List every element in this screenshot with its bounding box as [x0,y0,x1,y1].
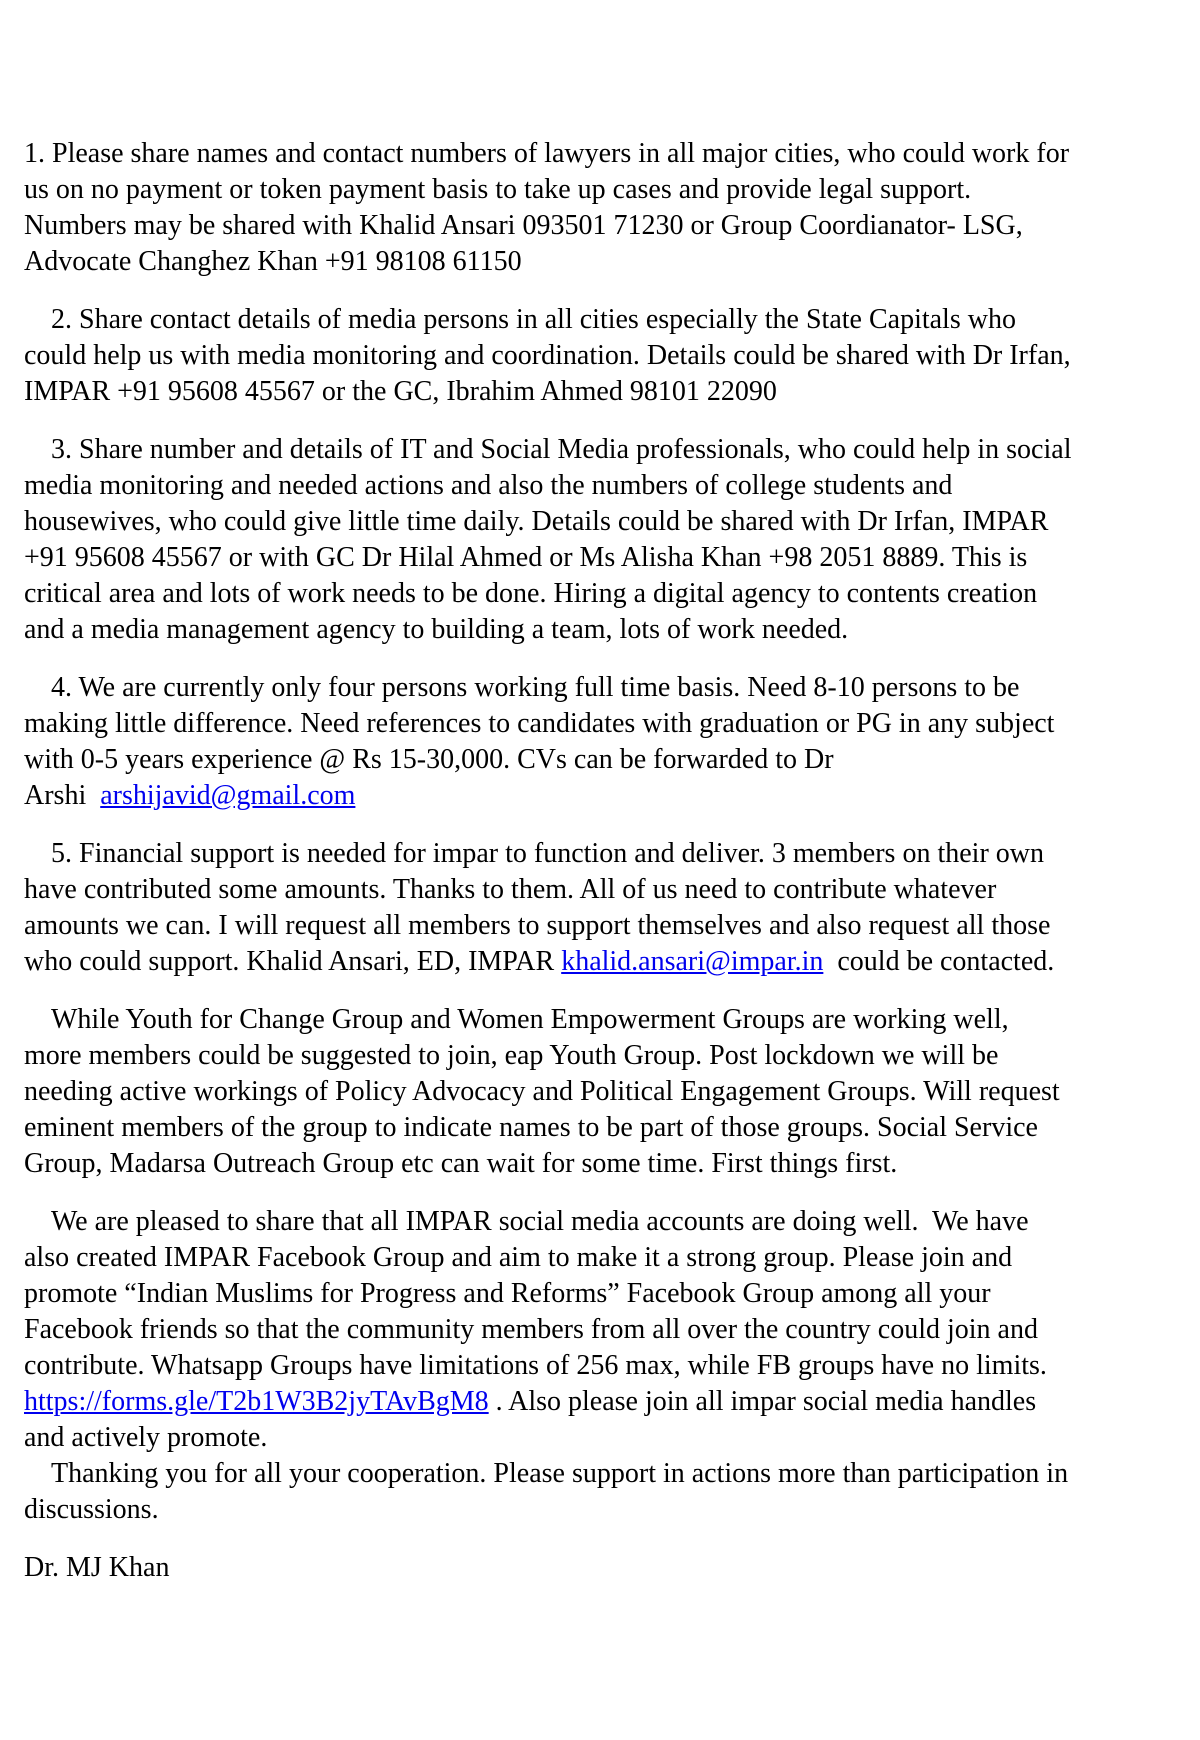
text-line [24,778,1186,814]
text-line [24,944,1186,980]
item-5-financial-support [24,836,1186,980]
text-line [24,1110,1186,1146]
text-segment: Advocate Changhez Khan +91 98108 61150 [24,246,522,277]
text-segment: IMPAR +91 95608 45567 or the GC, Ibrahim Ahmed 98101 22090 [24,376,777,407]
text-segment: Group, Madarsa Outreach Group etc can wait for some time. First things first. [24,1148,898,1179]
text-segment: Facebook friends so that the community members from all over the country could join and [24,1314,1038,1345]
text-segment: We are pleased to share that all IMPAR social media accounts are doing well. We have [51,1206,1029,1237]
para-groups [24,1002,1186,1182]
para-social-media-accounts [24,1204,1186,1456]
para-thanking [24,1456,1186,1528]
text-segment: could be contacted. [823,946,1055,977]
text-line [24,1420,1186,1456]
text-segment: and actively promote. [24,1422,268,1453]
text-line [24,338,1186,374]
text-line [24,374,1186,410]
text-segment: have contributed some amounts. Thanks to them. All of us need to contribute whatever [24,874,997,905]
text-segment: Thanking you for all your cooperation. Please support in actions more than participation in [51,1458,1069,1489]
text-segment: media monitoring and needed actions and also the numbers of college students and [24,470,953,501]
gmail-email-link[interactable]: arshijavid@gmail.com [100,780,356,811]
text-line [24,1146,1186,1182]
text-line [24,836,1186,872]
item-2-media-persons [24,302,1186,410]
item-1-lawyers [24,136,1186,280]
text-segment: Arshi [24,780,101,811]
text-segment: also created IMPAR Facebook Group and aim to make it a strong group. Please join and [24,1242,1013,1273]
text-segment: While Youth for Change Group and Women Empowerment Groups are working well, [51,1004,1009,1035]
text-line [24,172,1186,208]
text-line [24,432,1186,468]
text-segment: eminent members of the group to indicate names to be part of those groups. Social Service [24,1112,1038,1143]
text-segment: more members could be suggested to join, eap Youth Group. Post lockdown we will be [24,1040,999,1071]
text-line [24,1348,1186,1384]
text-line [24,1074,1186,1110]
text-line [24,244,1186,280]
text-line [24,1276,1186,1312]
text-line [24,670,1186,706]
text-line [24,742,1186,778]
text-segment: 4. We are currently only four persons working full time basis. Need 8-10 persons to be [51,672,1020,703]
text-segment: us on no payment or token payment basis to take up cases and provide legal support. [24,174,972,205]
item-4-hiring [24,670,1186,814]
text-segment: housewives, who could give little time daily. Details could be shared with Dr Irfan, IMPAR [24,506,1049,537]
text-segment: 3. Share number and details of IT and Social Media professionals, who could help in social [51,434,1072,465]
signature: Dr. MJ Khan [24,1552,170,1583]
text-line [24,908,1186,944]
text-segment: and a media management agency to building a team, lots of work needed. [24,614,849,645]
text-segment: Numbers may be shared with Khalid Ansari 093501 71230 or Group Coordianator- LSG, [24,210,1023,241]
text-line [24,468,1186,504]
text-line [24,136,1186,172]
text-line [24,612,1186,648]
text-line [24,706,1186,742]
text-line [24,1038,1186,1074]
forms-gle-link[interactable]: https://forms.gle/T2b1W3B2jyTAvBgM8 [24,1386,489,1417]
text-segment: . Also please join all impar social media handles [488,1386,1037,1417]
text-segment: amounts we can. I will request all members to support themselves and also request all those [24,910,1051,941]
text-segment: 5. Financial support is needed for impar to function and deliver. 3 members on their own [51,838,1044,869]
text-segment: critical area and lots of work needs to be done. Hiring a digital agency to contents creation [24,578,1038,609]
text-segment: 1. Please share names and contact numbers of lawyers in all major cities, who could work for [24,138,1070,169]
text-line [24,1384,1186,1420]
letter-body [24,136,1186,1528]
text-line [24,504,1186,540]
text-segment: with 0-5 years experience @ Rs 15-30,000. CVs can be forwarded to Dr [24,744,834,775]
text-segment: 2. Share contact details of media persons in all cities especially the State Capitals who [51,304,1016,335]
text-line [24,1492,1186,1528]
text-line [24,540,1186,576]
text-line [24,302,1186,338]
text-line [24,1002,1186,1038]
text-line [24,1312,1186,1348]
text-segment: +91 95608 45567 or with GC Dr Hilal Ahmed or Ms Alisha Khan +98 2051 8889. This is [24,542,1028,573]
text-segment: contribute. Whatsapp Groups have limitations of 256 max, while FB groups have no limits. [24,1350,1047,1381]
text-line [24,576,1186,612]
text-segment: promote “Indian Muslims for Progress and Reforms” Facebook Group among all your [24,1278,991,1309]
text-line [24,1204,1186,1240]
item-3-it-social-media [24,432,1186,648]
text-segment: discussions. [24,1494,159,1525]
impar-email-link[interactable]: khalid.ansari@impar.in [561,946,824,977]
text-line [24,1240,1186,1276]
text-line [24,872,1186,908]
text-segment: needing active workings of Policy Advocacy and Political Engagement Groups. Will request [24,1076,1060,1107]
text-line [24,208,1186,244]
text-line [24,1456,1186,1492]
text-segment: making little difference. Need references to candidates with graduation or PG in any subject [24,708,1055,739]
text-segment: who could support. Khalid Ansari, ED, IMPAR [24,946,562,977]
text-segment: could help us with media monitoring and coordination. Details could be shared with Dr Irfan, [24,340,1071,371]
